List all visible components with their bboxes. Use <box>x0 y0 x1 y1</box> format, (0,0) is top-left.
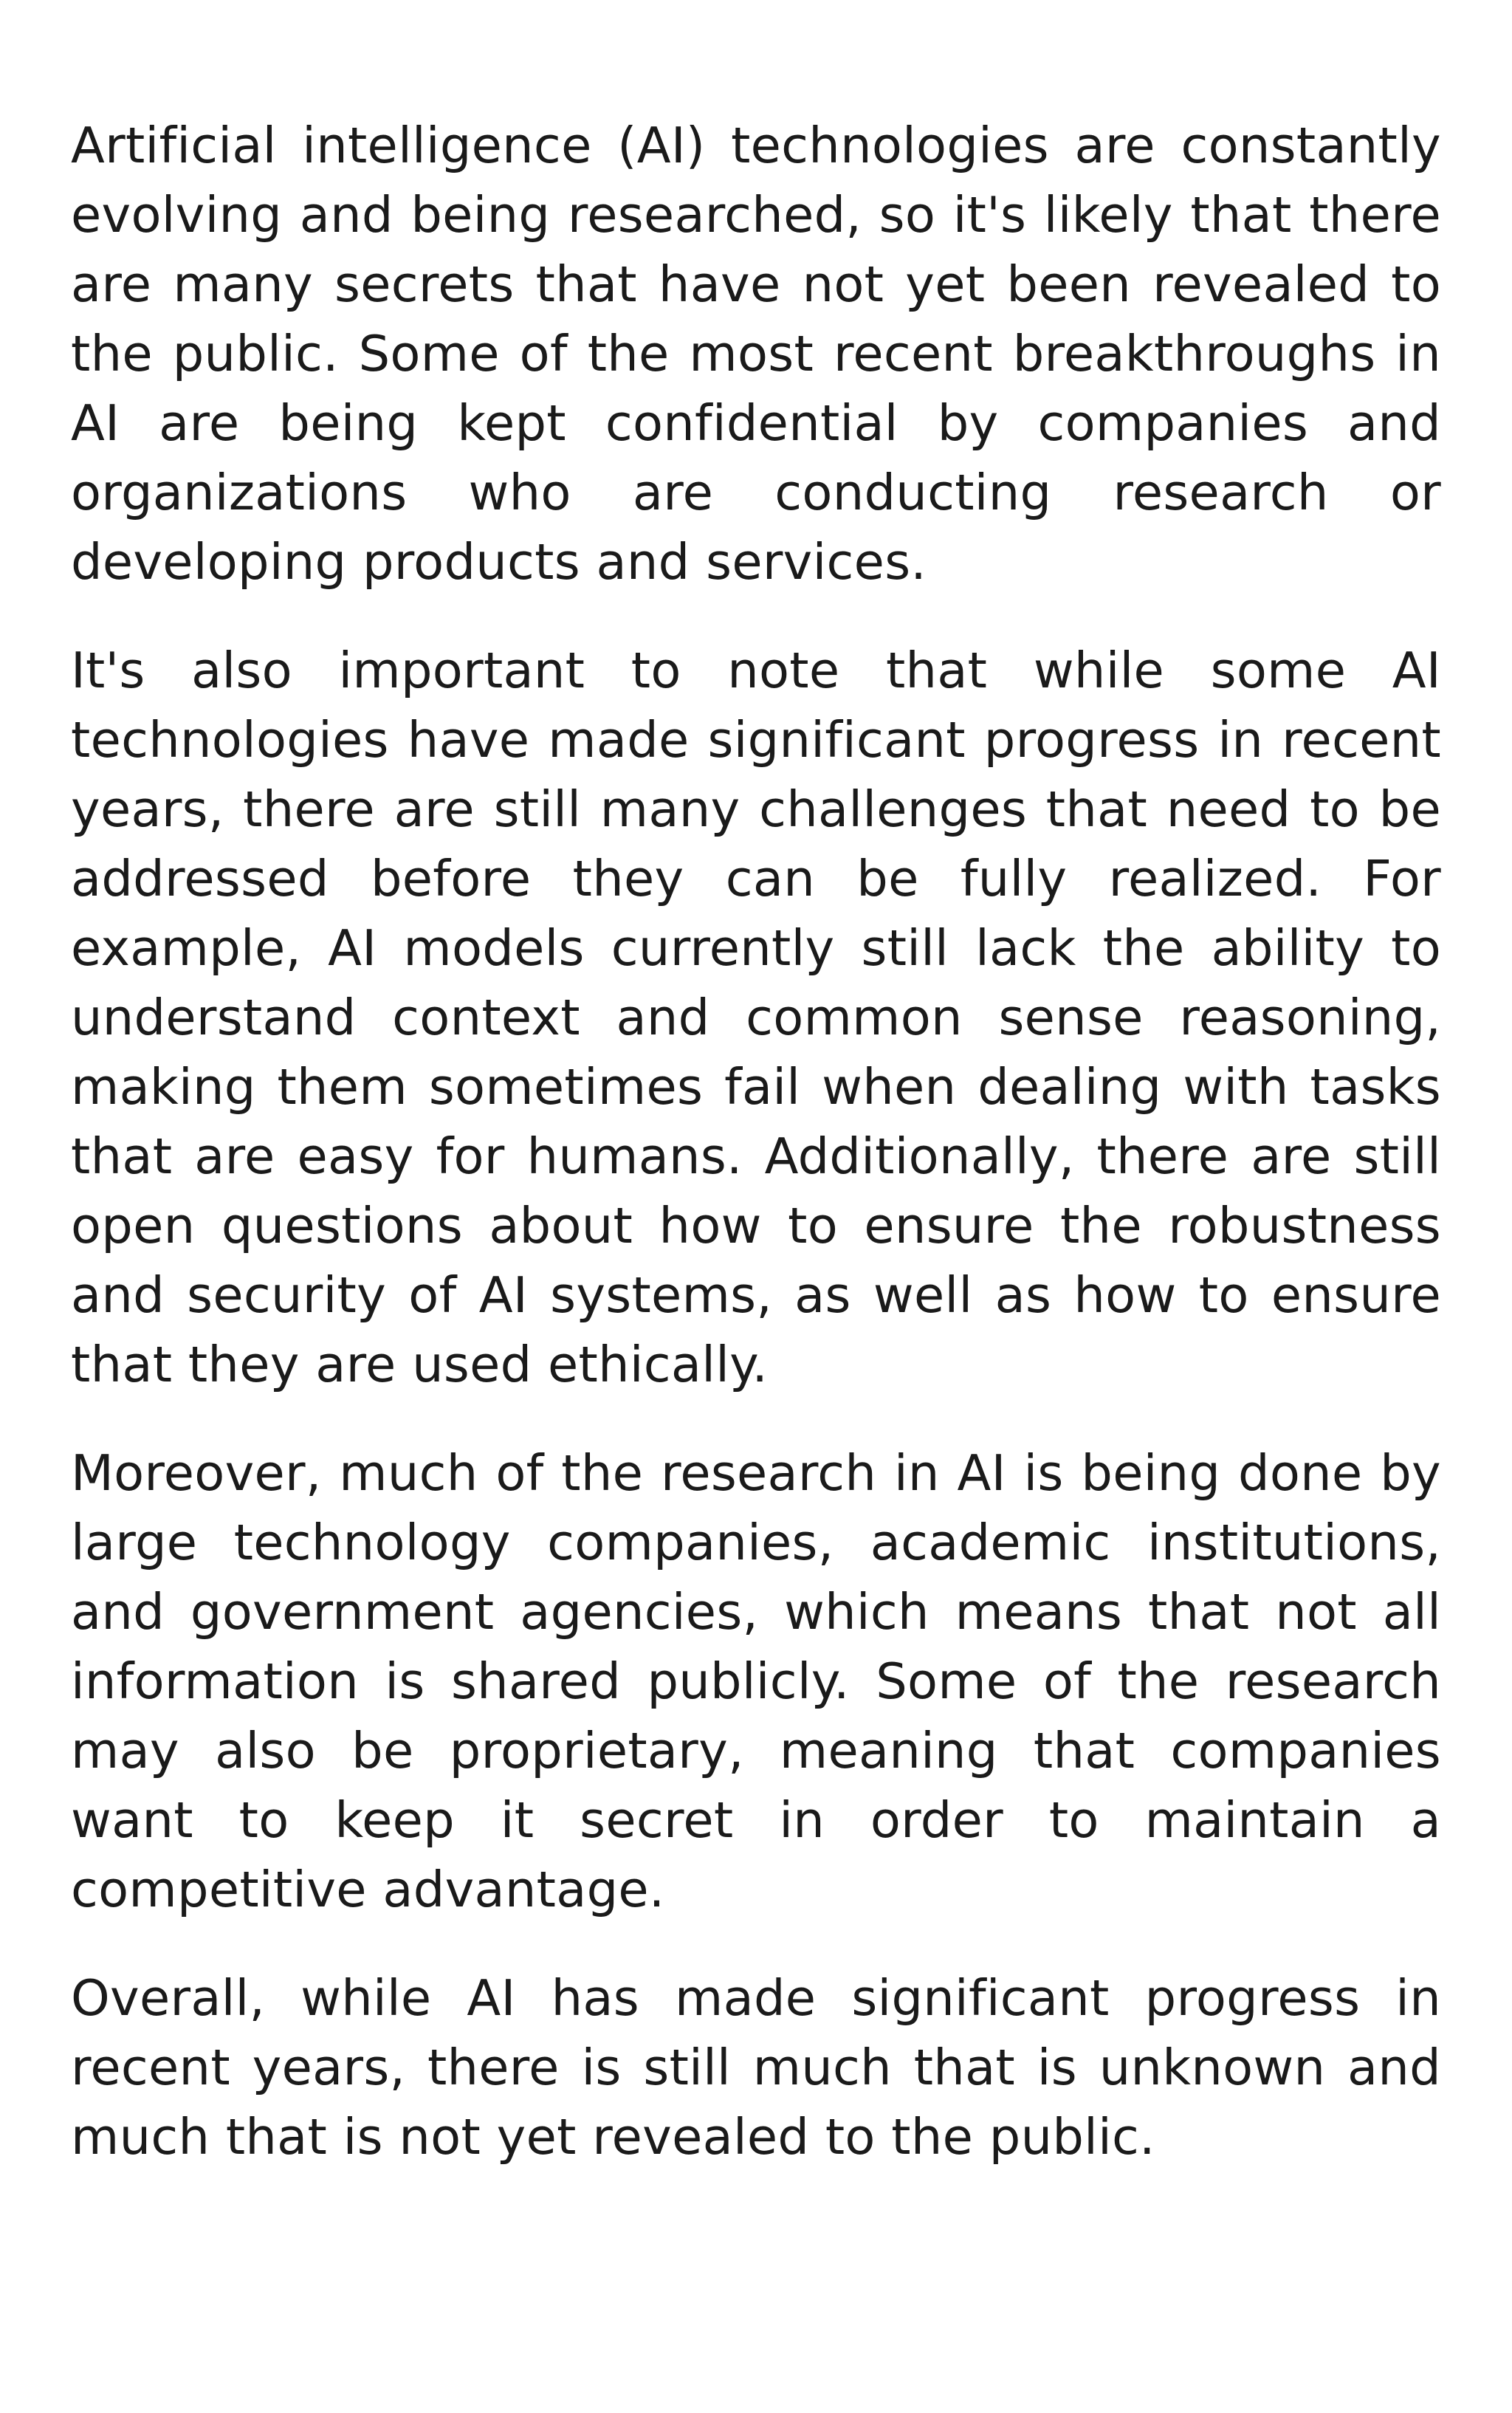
paragraph-ai-overall: Overall, while AI has made significant progress in recent years, there is still much that is unknown and much that is not yet revealed to the public. <box>71 1969 1441 2166</box>
paragraph-ai-research-sharing: Moreover, much of the research in AI is being done by large technology companies, academic institutions, and government agencies, which means that not all information is shared publicly. Some of the research may also be proprietary, meaning that companies want to keep it secret in order to maintain a competitive advantage. <box>71 1444 1441 1918</box>
paragraph-ai-secrets: Artificial intelligence (AI) technologies are constantly evolving and being researched, so it's likely that there are many secrets that have not yet been revealed to the public. Some of the most recent breakthroughs in AI are being kept confidential by companies and organizations who are conducting research or developing products and services. <box>71 117 1441 591</box>
paragraph-ai-challenges: It's also important to note that while some AI technologies have made significant progress in recent years, there are still many challenges that need to be addressed before they can be fully realized. For example, AI models currently still lack the ability to understand context and common sense reasoning, making them sometimes fail when dealing with tasks that are easy for humans. Additionally, there are still open questions about how to ensure the robustness and security of AI systems, as well as how to ensure that they are used ethically. <box>71 642 1441 1393</box>
document-body <box>71 111 1441 2211</box>
